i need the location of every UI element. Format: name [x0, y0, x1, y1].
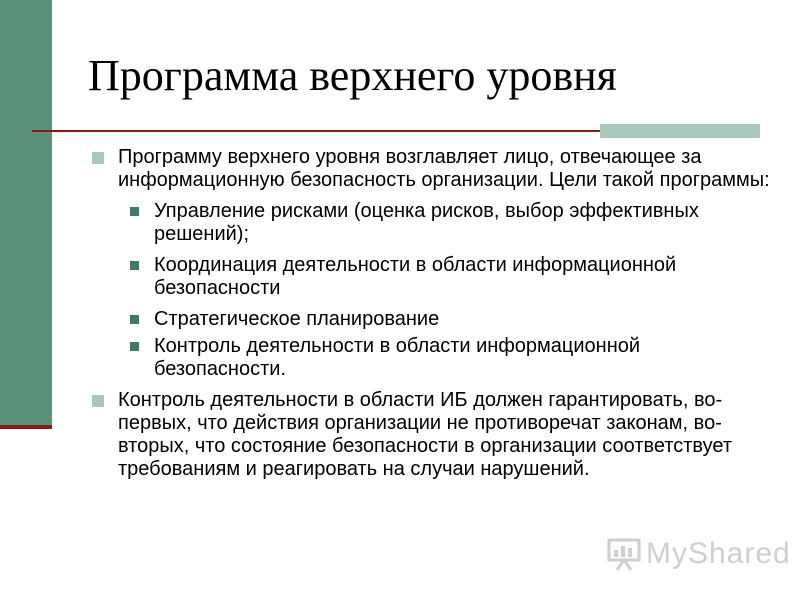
bullet-text: Контроль деятельности в области ИБ должен гарантировать, во-первых, что действия организации не противоречат законам, во-вторых, что состояние безопасности в организации соответствует требованиям и реагировать на случаи нарушений.: [118, 389, 733, 480]
sub-bullet-item: [92, 335, 772, 381]
bullet-text: Контроль деятельности в области информационной безопасности.: [154, 335, 641, 380]
watermark-text: MyShared: [646, 537, 791, 570]
bullet-text: Стратегическое планирование: [154, 308, 440, 330]
title-divider-accent: [600, 124, 760, 138]
square-bullet-icon: [92, 152, 104, 164]
square-bullet-icon: [130, 207, 139, 216]
bullet-text: Координация деятельности в области информационной безопасности: [154, 254, 677, 299]
square-bullet-icon: [92, 395, 104, 407]
slide-body: [92, 146, 772, 489]
square-bullet-icon: [130, 261, 139, 270]
bullet-item: [92, 146, 772, 192]
presentation-board-icon: [606, 536, 642, 572]
left-sidebar-decoration: [0, 0, 52, 425]
slide-title: Программа верхнего уровня: [88, 51, 617, 100]
sub-bullet-item: [92, 308, 772, 331]
square-bullet-icon: [130, 342, 139, 351]
bullet-text: Управление рисками (оценка рисков, выбор эффективных решений);: [154, 200, 699, 245]
bullet-text: Программу верхнего уровня возглавляет лицо, отвечающее за информационную безопасность организации. Цели такой программы:: [118, 146, 770, 191]
bullet-item: [92, 389, 772, 481]
sub-bullet-item: [92, 254, 772, 300]
sub-bullet-item: [92, 200, 772, 246]
sidebar-accent-line: [0, 425, 52, 429]
square-bullet-icon: [130, 315, 139, 324]
watermark-logo: [606, 536, 791, 572]
